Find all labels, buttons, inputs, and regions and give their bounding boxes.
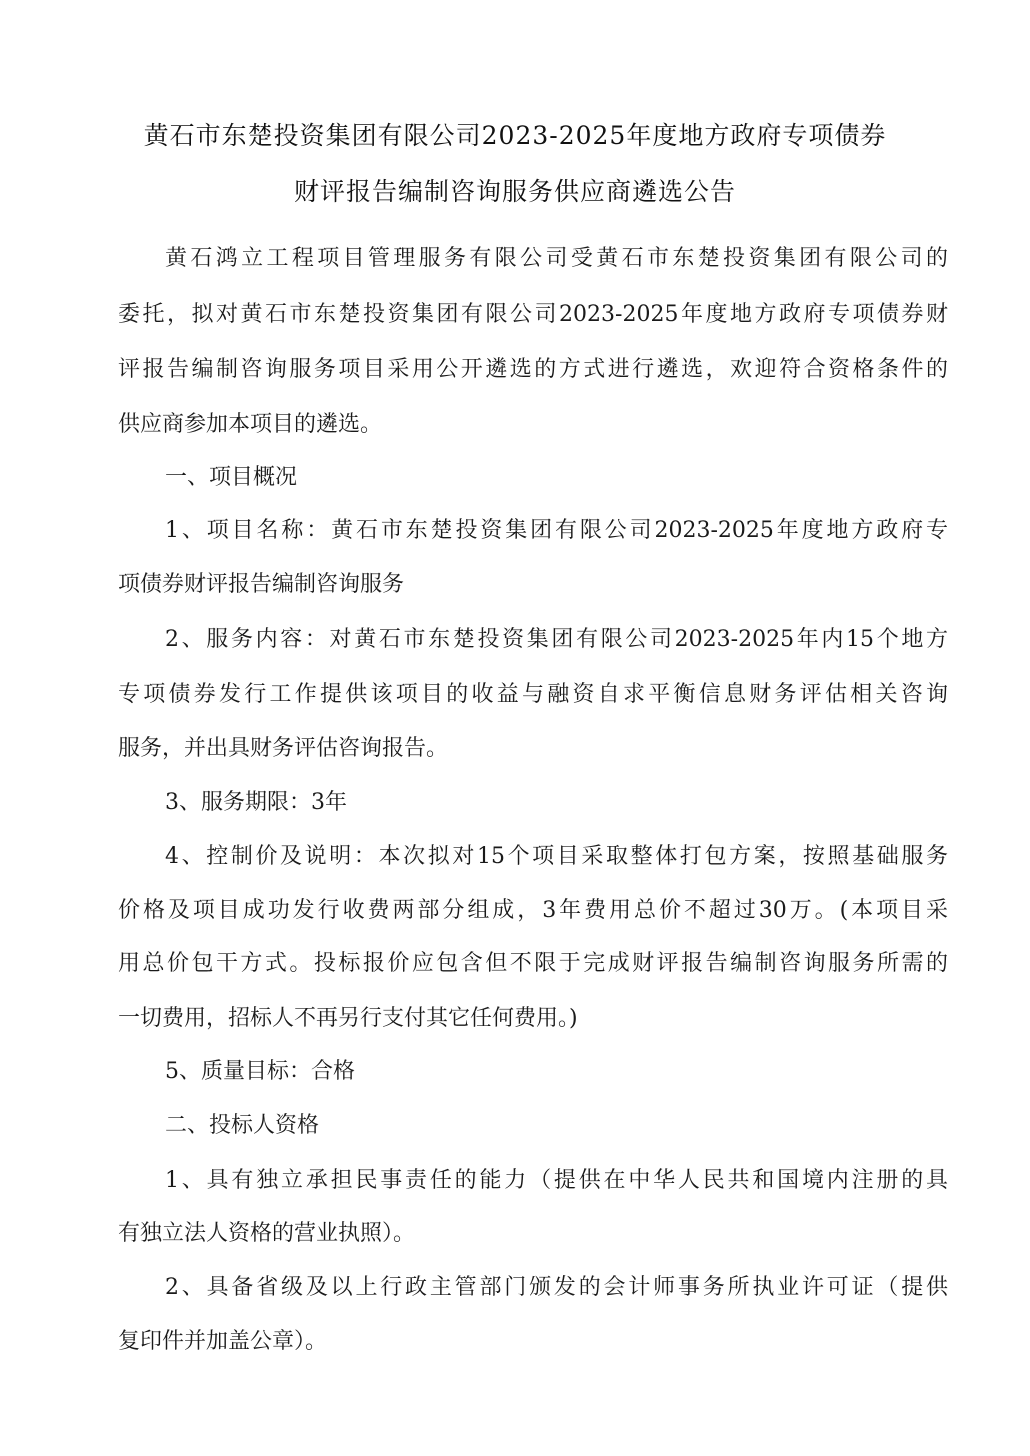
- item-4-line-3: 用总价包干方式。投标报价应包含但不限于完成财评报告编制咨询服务所需的: [118, 951, 948, 976]
- intro-line-3: 评报告编制咨询服务项目采用公开遴选的方式进行遴选，欢迎符合资格条件的: [118, 357, 948, 382]
- document-title-line-2: 财评报告编制咨询服务供应商遴选公告: [293, 177, 736, 206]
- item-1-line-2: 项债券财评报告编制咨询服务: [118, 572, 405, 597]
- requirement-2-line-2: 复印件并加盖公章）。: [118, 1329, 328, 1354]
- item-2-line-2: 专项债券发行工作提供该项目的收益与融资自求平衡信息财务评估相关咨询: [118, 682, 948, 707]
- item-4-line-1: 4、控制价及说明：本次拟对15个项目采取整体打包方案，按照基础服务: [165, 844, 948, 869]
- item-2-line-1: 2、服务内容：对黄石市东楚投资集团有限公司2023-2025年内15个地方: [165, 627, 948, 652]
- intro-line-2: 委托，拟对黄石市东楚投资集团有限公司2023-2025年度地方政府专项债券财: [118, 302, 948, 327]
- requirement-1-line-2: 有独立法人资格的营业执照）。: [118, 1221, 416, 1246]
- item-1-line-1: 1、项目名称：黄石市东楚投资集团有限公司2023-2025年度地方政府专: [165, 518, 948, 543]
- requirement-1-line-1: 1、具有独立承担民事责任的能力（提供在中华人民共和国境内注册的具: [165, 1168, 948, 1193]
- requirement-2-line-1: 2、具备省级及以上行政主管部门颁发的会计师事务所执业许可证（提供: [165, 1275, 948, 1300]
- intro-line-1: 黄石鸿立工程项目管理服务有限公司受黄石市东楚投资集团有限公司的: [165, 246, 948, 271]
- section-1-heading: 一、项目概况: [165, 465, 298, 490]
- item-4-line-2: 价格及项目成功发行收费两部分组成，3年费用总价不超过30万。(本项目采: [118, 898, 948, 923]
- item-2-line-3: 服务，并出具财务评估咨询报告。: [118, 736, 449, 761]
- item-5: 5、质量目标：合格: [165, 1059, 355, 1084]
- item-3: 3、服务期限：3年: [165, 790, 347, 815]
- section-2-heading: 二、投标人资格: [165, 1113, 320, 1138]
- intro-line-4: 供应商参加本项目的遴选。: [118, 412, 383, 437]
- item-4-line-4: 一切费用，招标人不再另行支付其它任何费用。): [118, 1006, 578, 1031]
- document-title-line-1: 黄石市东楚投资集团有限公司2023-2025年度地方政府专项债券: [143, 121, 887, 150]
